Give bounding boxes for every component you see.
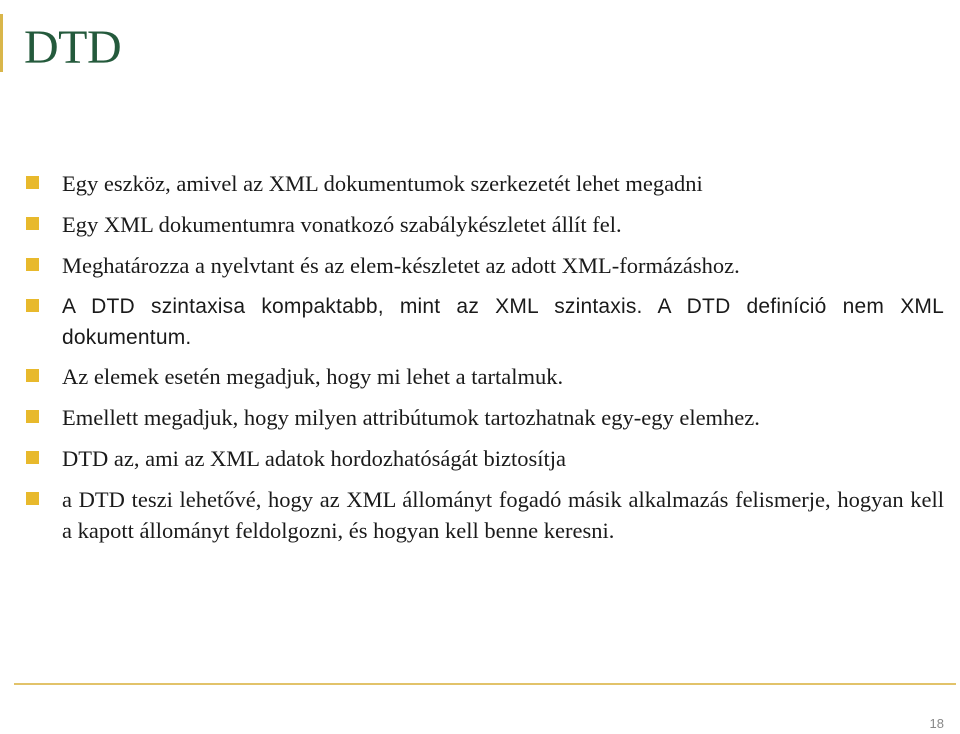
square-bullet-icon: [26, 217, 39, 230]
square-bullet-icon: [26, 258, 39, 271]
square-bullet-icon: [26, 176, 39, 189]
bullet-text: DTD az, ami az XML adatok hordozhatóságát biztosítja: [62, 446, 566, 471]
square-bullet-icon: [26, 369, 39, 382]
bullet-text: Egy XML dokumentumra vonatkozó szabálykészletet állít fel.: [62, 212, 622, 237]
bullet-item: [24, 250, 944, 281]
bullet-item: [24, 484, 944, 546]
square-bullet-icon: [26, 451, 39, 464]
slide-title: DTD: [24, 21, 122, 74]
bullet-text: A DTD szintaxisa kompaktabb, mint az XML szintaxis. A DTD definíció nem XML dokumentum.: [62, 295, 944, 349]
bullet-item: [24, 168, 944, 199]
bullet-text: a DTD teszi lehetővé, hogy az XML állományt fogadó másik alkalmazás felismerje, hogyan kell a kapott állományt feldolgozni, és hogyan kell benne keresni.: [62, 487, 944, 543]
bullet-text: Emellett megadjuk, hogy milyen attribútumok tartozhatnak egy-egy elemhez.: [62, 405, 760, 430]
title-accent-bar: [0, 14, 3, 72]
bullet-item: [24, 402, 944, 433]
bullet-item: [24, 291, 944, 353]
bullet-text: Az elemek esetén megadjuk, hogy mi lehet a tartalmuk.: [62, 364, 564, 389]
bullet-item: [24, 361, 944, 392]
square-bullet-icon: [26, 299, 39, 312]
footer-divider: [14, 683, 956, 685]
square-bullet-icon: [26, 410, 39, 423]
page-number: 18: [929, 716, 944, 731]
bullet-item: [24, 443, 944, 474]
bullet-list: [24, 168, 944, 556]
bullet-text: Meghatározza a nyelvtant és az elem-készletet az adott XML-formázáshoz.: [62, 253, 740, 278]
bullet-item: [24, 209, 944, 240]
bullet-text: Egy eszköz, amivel az XML dokumentumok szerkezetét lehet megadni: [62, 171, 703, 196]
square-bullet-icon: [26, 492, 39, 505]
